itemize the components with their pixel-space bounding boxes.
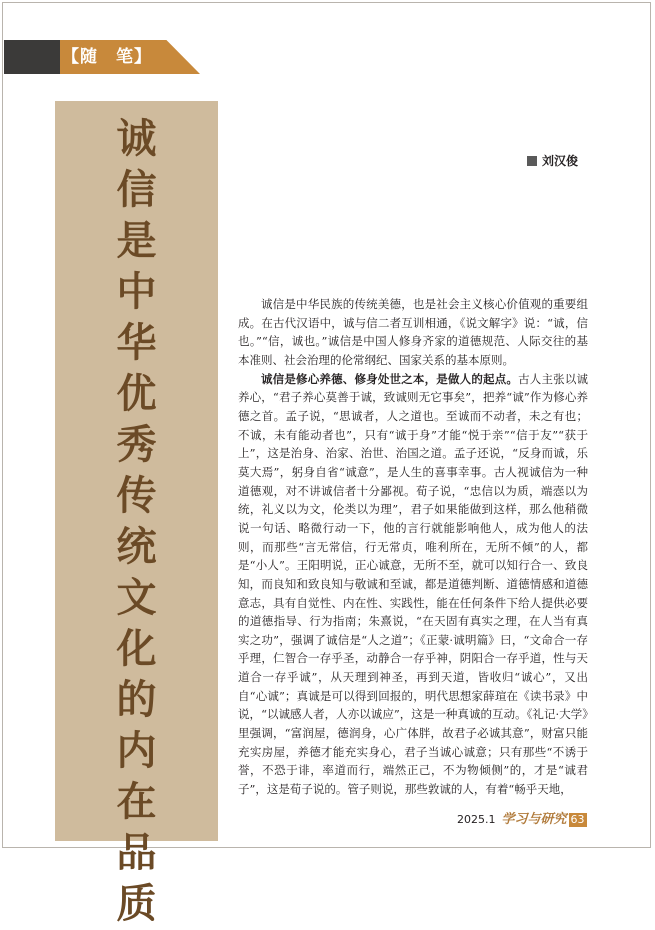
title-char: 华 xyxy=(116,319,157,366)
bold-lead: 诚信是修心养德、修身处世之本，是做人的起点。 xyxy=(261,371,519,386)
paragraph-text: 古人主张以诚养心，“君子养心莫善于诚，致诚则无它事矣”，把养“诚”作为修心养德之首。孟子说，“思诚者，人之道也。至诚而不动者，未之有也；不诚，未有能动者也”，只有“诚于身”才能“悦于亲”“信于友”“获于上”，这是治身、治家、治世、治国之道。孟子还说，“反身而诚，乐莫大焉”，躬身自省“诚意”，是人生的喜事幸事。古人视诚信为一种道德观，对不讲诚信者十分鄙视。荀子说，“忠信以为质，端悫以为统，礼义以为文，伦类以为理”，君子如果能做到这样，那么他稍微说一句话、略微行动一下，他的言行就能影响他人，成为他人的法则，而那些“言无常信，行无常贞，唯利所在，无所不倾”的人，都是“小人”。王阳明说，正心诚意，无所不至，就可以知行合一、致良知，而良知和致良知与敬诚和至诚，都是道德判断、道德情感和道德意志，具有自觉性、内在性、实践性，能在任何条件下给人提供必要的道德指导、行为指南；朱熹说，“在天固有真实之理，在人当有真实之功”，强调了诚信是“人之道”；《正蒙·诚明篇》曰，“文命合一存乎理，仁智合一存乎圣，动静合一存乎神，阴阳合一存乎道，性与天道合一存乎诚”，从天理到神圣，再到天道，皆收归“诚心”，又出自“心诚”；真诚是可以得到回报的，明代思想家薛瑄在《读书录》中说，“以诚感人者，人亦以诚应”，这是一种真诚的互动。《礼记·大学》里强调，“富润屋，德润身，心广体胖，故君子必诚其意”，财富只能充实房屋，养德才能充实身心，君子当诚心诚意；只有那些“不诱于誉，不恐于诽，率道而行，端然正己，不为物倾侧”的，才是“诚君子”，这是荀子说的。管子则说，那些敦诚的人，有着“畅乎天地， xyxy=(238,371,589,797)
page-number: 63 xyxy=(570,813,585,826)
author-byline xyxy=(527,152,578,170)
paragraph xyxy=(238,370,588,799)
title-char: 在 xyxy=(116,778,157,825)
title-char: 统 xyxy=(116,523,157,570)
title-char: 的 xyxy=(116,676,157,723)
author-name: 刘汉俊 xyxy=(542,154,579,168)
issue-number: 2025.1 xyxy=(457,813,496,826)
title-char: 品 xyxy=(116,829,157,876)
title-char: 秀 xyxy=(116,421,157,468)
title-char: 质 xyxy=(116,880,157,927)
title-char: 优 xyxy=(116,370,157,417)
title-char: 是 xyxy=(116,217,157,264)
author-square-icon xyxy=(527,156,537,166)
title-char: 内 xyxy=(116,727,157,774)
section-label: 【随 笔】 xyxy=(62,47,152,67)
vertical-title-block xyxy=(55,101,218,927)
title-char: 化 xyxy=(116,625,157,672)
title-char: 信 xyxy=(116,166,157,213)
title-char: 文 xyxy=(116,574,157,621)
magazine-logo: 学习与研究 xyxy=(501,812,567,827)
article-body xyxy=(238,295,588,799)
section-band-dark xyxy=(4,40,60,74)
paragraph: 诚信是中华民族的传统美德，也是社会主义核心价值观的重要组成。在古代汉语中，诚与信二者互训相通，《说文解字》说：“诚，信也。”“信，诚也。”诚信是中国人修身齐家的道德规范、人际交往的基本准则、社会治理的伦常纲纪、国家关系的基本原则。 xyxy=(238,297,588,367)
page-footer xyxy=(457,811,587,829)
title-char: 中 xyxy=(116,268,157,315)
title-char: 传 xyxy=(116,472,157,519)
title-char: 诚 xyxy=(116,115,157,162)
article-title xyxy=(55,113,218,929)
